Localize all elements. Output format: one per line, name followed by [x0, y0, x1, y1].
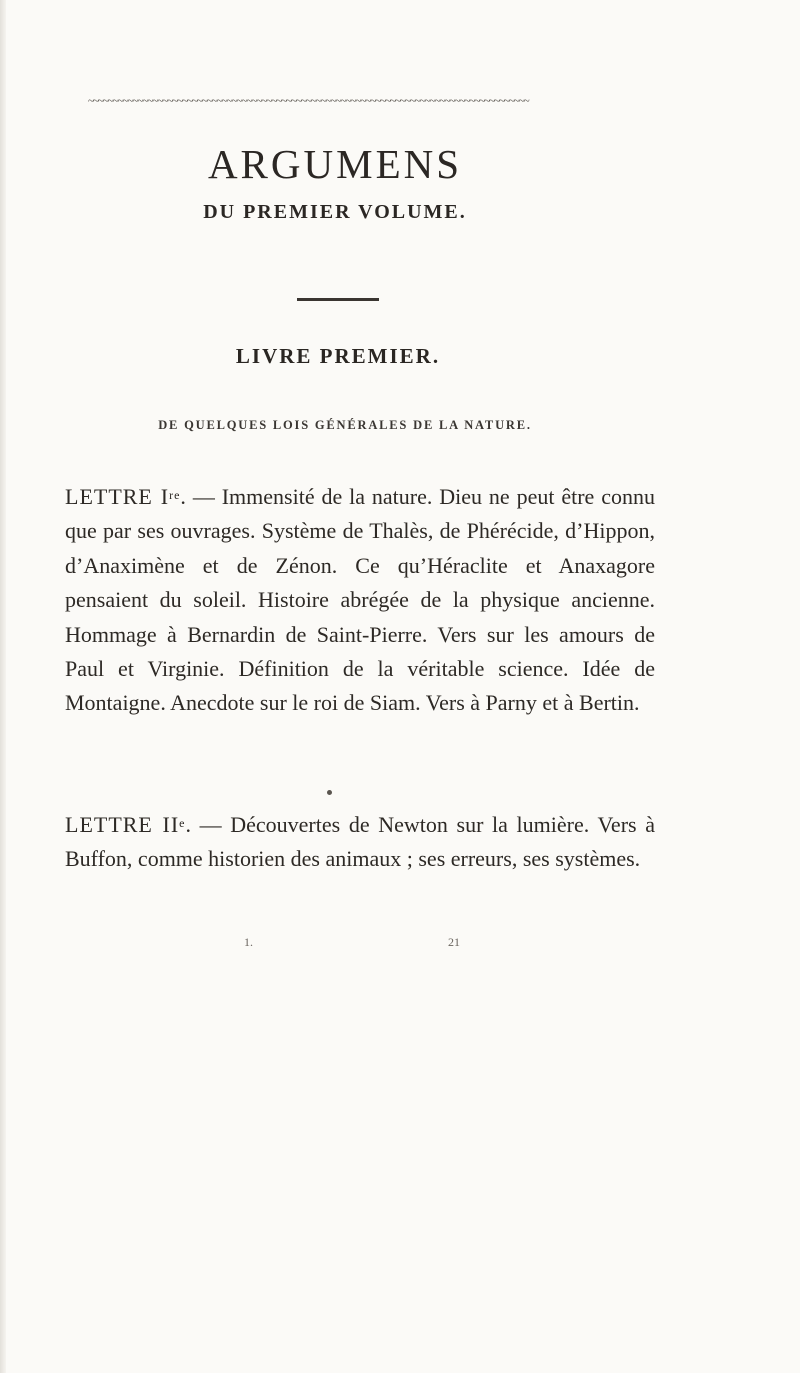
lettre-2-text: . — Découvertes de Newton sur la lumière. Vers à Buffon, comme historien des animaux ; ses erreurs, ses systèmes.	[65, 812, 655, 872]
livre-title: LIVRE PREMIER.	[235, 344, 441, 368]
section-divider	[297, 298, 379, 301]
page-subtitle: DU PREMIER VOLUME.	[203, 201, 467, 223]
signature-mark-right: 21	[448, 935, 460, 949]
lettre-1-text: . — Immensité de la nature. Dieu ne peut être connu que par ses ouvrages. Système de Thalès, de Phérécide, d’Hippon, d’Anaximène et de Zénon. Ce qu’Héraclite et Anaxagore pensaient du soleil. Histoire abrégée de la physique ancienne. Hommage à Bernardin de Saint-Pierre. Vers sur les amours de Paul et Virginie. Définition de la véritable science. Idée de Montaigne. Anecdote sur le roi de Siam. Vers à Parny et à Bertin.	[65, 484, 655, 716]
lettre-2-label: LETTRE IIe	[65, 812, 186, 837]
header-ornament: ~~~~~~~~~~~~~~~~~~~~~~~~~~~~~~~~~~~~~~~~~~~~~~~~~~~~~~~~~~~~~~~~~~~~~~~~~~~~~~~~~~~~~~~~~	[88, 96, 529, 106]
page-title: ARGUMENS	[207, 141, 463, 187]
lettre-1-paragraph	[65, 480, 655, 721]
bullet-mark	[327, 790, 332, 795]
signature-mark-left: 1.	[244, 935, 253, 949]
lettre-1-label: LETTRE Ire	[65, 484, 181, 509]
livre-subtitle: DE QUELQUES LOIS GÉNÉRALES DE LA NATURE.	[158, 418, 532, 432]
lettre-2-paragraph	[65, 808, 655, 877]
